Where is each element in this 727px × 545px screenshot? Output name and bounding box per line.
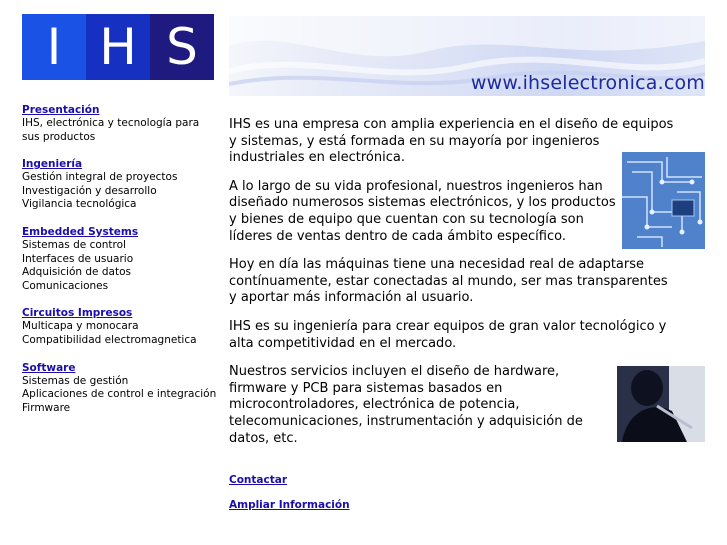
sidebar-item: Firmware: [22, 401, 71, 414]
sidebar-nav: [22, 103, 222, 428]
intro-paragraph: IHS es una empresa con amplia experiencia en el diseño de equipos y sistemas, y está formada en su mayoría por ingenieros industriales en electrónica.: [229, 117, 674, 166]
nav-link-presentacion[interactable]: Presentación: [22, 104, 100, 116]
logo-letter-i: I: [22, 14, 86, 80]
sidebar-item: Vigilancia tecnológica: [22, 198, 137, 211]
engineer-graphic: [617, 366, 705, 442]
sidebar-item: Compatibilidad electromagnetica: [22, 333, 197, 346]
nav-link-software[interactable]: Software: [22, 361, 76, 374]
main-content: [229, 117, 674, 459]
bottom-links: [229, 474, 350, 524]
content-paragraph: Hoy en día las máquinas tiene una necesidad real de adaptarse contínuamente, estar conectadas al mundo, ser mas transparentes y aportar más información al usuario.: [229, 257, 668, 306]
site-url: www.ihselectronica.com: [470, 72, 705, 94]
sidebar-item: Aplicaciones de control e integración: [22, 388, 217, 401]
logo-letter-s: S: [150, 14, 214, 80]
more-info-link[interactable]: Ampliar Información: [229, 499, 350, 511]
sidebar-item: IHS, electrónica y tecnología para: [22, 117, 200, 129]
sidebar-item: Multicapa y monocara: [22, 320, 139, 333]
nav-link-ingenieria[interactable]: Ingeniería: [22, 158, 83, 171]
services-paragraph: Nuestros servicios incluyen el diseño de hardware, firmware y PCB para sistemas basados en microcontroladores, electrónica de potencia, telecomunicaciones, instrumentación y adquisición de datos, etc.: [229, 364, 583, 446]
sidebar-section-circuitos: [22, 306, 222, 347]
sidebar-section-presentacion: [22, 103, 222, 144]
sidebar-item: Gestión integral de proyectos: [22, 171, 178, 184]
sidebar-item: Investigación y desarrollo: [22, 184, 157, 197]
sidebar-item: Interfaces de usuario: [22, 252, 134, 265]
sidebar-section-ingenieria: [22, 157, 222, 212]
sidebar-item: Sistemas de gestión: [22, 374, 129, 387]
contact-link[interactable]: Contactar: [229, 474, 288, 486]
sidebar-section-software: [22, 361, 222, 416]
sidebar-item: Sistemas de control: [22, 238, 126, 251]
sidebar-section-embedded: [22, 225, 222, 293]
header-banner: [229, 16, 705, 96]
sidebar-item: Comunicaciones: [22, 279, 109, 292]
content-paragraph: A lo largo de su vida profesional, nuestros ingenieros han diseñado numerosos sistemas electrónicos, y los productos y bienes de equipo que cuentan con su tecnología son líderes de ventas dentro de cada ámbito específico.: [229, 178, 616, 244]
nav-link-circuitos-impresos[interactable]: Circuitos Impresos: [22, 307, 133, 320]
ihs-logo: [22, 14, 214, 80]
sidebar-item: Adquisición de datos: [22, 266, 131, 279]
content-paragraph: IHS es su ingeniería para crear equipos de gran valor tecnológico y alta competitividad en el mercado.: [229, 318, 667, 351]
logo-letter-h: H: [86, 14, 150, 80]
nav-link-embedded-systems[interactable]: Embedded Systems: [22, 225, 139, 238]
engineer-photo: [617, 366, 705, 442]
sidebar-item: sus productos: [22, 130, 96, 143]
